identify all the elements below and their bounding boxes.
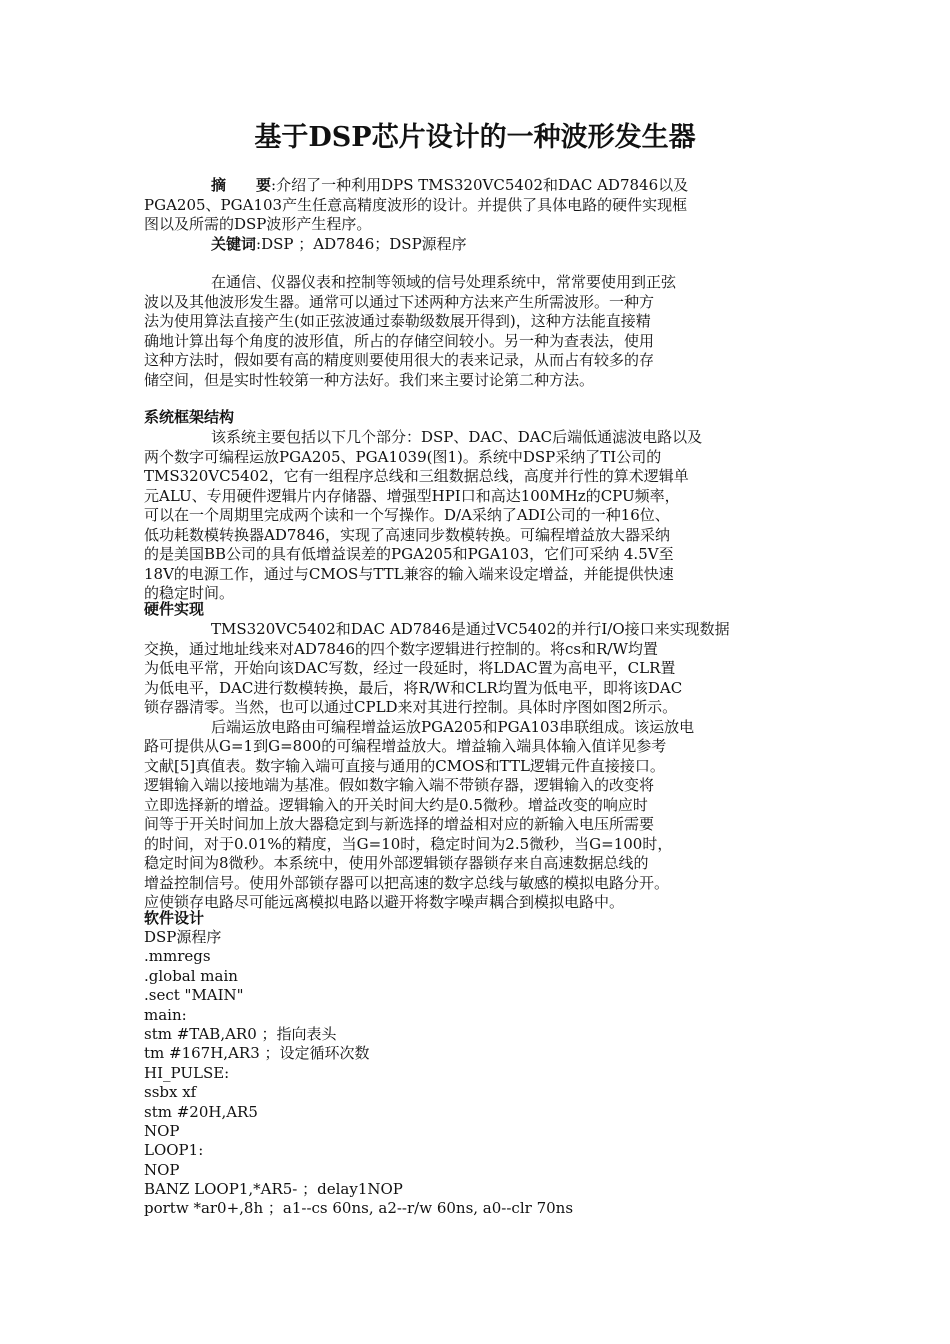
paragraph-line: 法为使用算法直接产生(如正弦波通过泰勒级数展开得到)，这种方法能直接精	[144, 312, 651, 330]
paragraph-line: 两个数字可编程运放PGA205、PGA1039(图1)。系统中DSP采纳了TI公司的	[144, 447, 662, 466]
paragraph-line: 该系统主要包括以下几个部分：DSP、DAC、DAC后端低通滤波电路以及	[211, 428, 703, 446]
paragraph-line: 应使锁存电路尽可能远离模拟电路以避开将数字噪声耦合到模拟电路中。	[144, 893, 625, 911]
abstract-line: 摘 要:介绍了一种利用DPS TMS320VC5402和DAC AD7846以及	[211, 176, 689, 194]
abstract	[144, 176, 816, 254]
abstract-line: 图以及所需的DSP波形产生程序。	[144, 215, 372, 233]
code-line: NOP	[144, 1121, 180, 1140]
code-line: tm #167H,AR3 ；设定循环次数	[144, 1044, 370, 1063]
section-heading-hardware: 硬件实现	[144, 600, 205, 618]
section-system-architecture	[144, 428, 816, 604]
code-line: LOOP1:	[144, 1141, 204, 1160]
paragraph-line: 的时间，对于0.01%的精度，当G=10时，稳定时间为2.5微秒，当G=100时，	[144, 834, 673, 853]
code-line: portw *ar0+,8h ；a1--cs 60ns, a2--r/w 60ns, a0--clr 70ns	[144, 1199, 574, 1218]
paragraph-line: 增益控制信号。使用外部锁存器可以把高速的数字总线与敏感的模拟电路分开。	[144, 873, 670, 892]
paragraph-line: 波以及其他波形发生器。通常可以通过下述两种方法来产生所需波形。一种方	[144, 292, 655, 311]
code-line: HI_PULSE:	[144, 1063, 230, 1082]
section-hardware	[144, 620, 816, 913]
code-line: DSP源程序	[144, 928, 222, 946]
paragraph-line: 交换，通过地址线来对AD7846的四个数字逻辑进行控制的。将cs和R/W均置	[144, 639, 658, 658]
code-line: .sect "MAIN"	[144, 986, 244, 1005]
paragraph-line: TMS320VC5402和DAC AD7846是通过VC5402的并行I/O接口来实现数据	[211, 620, 730, 638]
paragraph-line: TMS320VC5402，它有一组程序总线和三组数据总线，高度并行性的算术逻辑单	[144, 467, 689, 485]
code-listing	[144, 928, 844, 1219]
paragraph-line: 这种方法时，假如要有高的精度则要使用很大的表来记录，从而占有较多的存	[144, 351, 655, 369]
abstract-label: 摘 要	[211, 176, 272, 194]
paragraph-line: 文献[5]真值表。数字输入端可直接与通用的CMOS和TTL逻辑元件直接接口。	[144, 756, 665, 775]
intro-paragraph	[144, 273, 816, 390]
keywords-line	[144, 235, 816, 255]
paragraph-line: 为低电平，DAC进行数模转换，最后，将R/W和CLR均置为低电平，即将该DAC	[144, 678, 683, 697]
code-line: NOP	[144, 1160, 180, 1179]
keywords-text: :DSP ；AD7846；DSP源程序	[256, 234, 467, 253]
paragraph-line: 间等于开关时间加上放大器稳定到与新选择的增益相对应的新输入电压所需要	[144, 815, 655, 833]
paragraph-line: 储空间，但是实时性较第一种方法好。我们来主要讨论第二种方法。	[144, 370, 595, 389]
paragraph-line: 路可提供从G=1到G=800的可编程增益放大。增益输入端具体输入值详见参考	[144, 737, 667, 755]
paragraph-line: 在通信、仪器仪表和控制等领域的信号处理系统中，常常要使用到正弦	[211, 273, 677, 291]
code-line: BANZ LOOP1,*AR5- ；delay1NOP	[144, 1180, 403, 1199]
section-heading-system-architecture: 系统框架结构	[144, 408, 235, 426]
paragraph-line: 元ALU、专用硬件逻辑片内存储器、增强型HPI口和高达100MHz的CPU频率，	[144, 486, 680, 505]
paragraph-line: 可以在一个周期里完成两个读和一个写操作。D/A采纳了ADI公司的一种16位、	[144, 506, 670, 524]
paragraph-line: 的是美国BB公司的具有低增益误差的PGA205和PGA103，它们可采纳 4.5V至	[144, 545, 674, 563]
keywords-label: 关键词	[211, 234, 257, 253]
paragraph-line: 确地计算出每个角度的波形值，所占的存储空间较小。另一种为查表法，使用	[144, 331, 655, 350]
paragraph-line: 18V的电源工作，通过与CMOS与TTL兼容的输入端来设定增益，并能提供快速	[144, 564, 674, 583]
paragraph-line: 的稳定时间。	[144, 584, 235, 602]
code-line: .mmregs	[144, 947, 211, 966]
section-heading-software: 软件设计	[144, 909, 205, 927]
paragraph-line: 逻辑输入端以接地端为基准。假如数字输入端不带锁存器，逻辑输入的改变将	[144, 776, 655, 794]
abstract-line: PGA205、PGA103产生任意高精度波形的设计。并提供了具体电路的硬件实现框	[144, 195, 688, 214]
paragraph-line: 低功耗数模转换器AD7846，实现了高速同步数模转换。可编程增益放大器采纳	[144, 525, 671, 544]
code-line: main:	[144, 1005, 187, 1024]
code-line: stm #TAB,AR0 ；指向表头	[144, 1024, 337, 1043]
document-title: 基于DSP芯片设计的一种波形发生器	[254, 122, 696, 153]
paragraph-line: 为低电平常，开始向该DAC写数，经过一段延时，将LDAC置为高电平，CLR置	[144, 659, 676, 677]
code-line: ssbx xf	[144, 1083, 197, 1102]
paragraph-line: 锁存器清零。当然，也可以通过CPLD来对其进行控制。具体时序图如图2所示。	[144, 698, 678, 716]
code-line: .global main	[144, 966, 238, 985]
paragraph-line: 后端运放电路由可编程增益运放PGA205和PGA103串联组成。该运放电	[211, 717, 695, 736]
paragraph-line: 稳定时间为8微秒。本系统中，使用外部逻辑锁存器锁存来自高速数据总线的	[144, 854, 649, 872]
paragraph-line: 立即选择新的增益。逻辑输入的开关时间大约是0.5微秒。增益改变的响应时	[144, 795, 648, 814]
code-line: stm #20H,AR5	[144, 1102, 258, 1121]
